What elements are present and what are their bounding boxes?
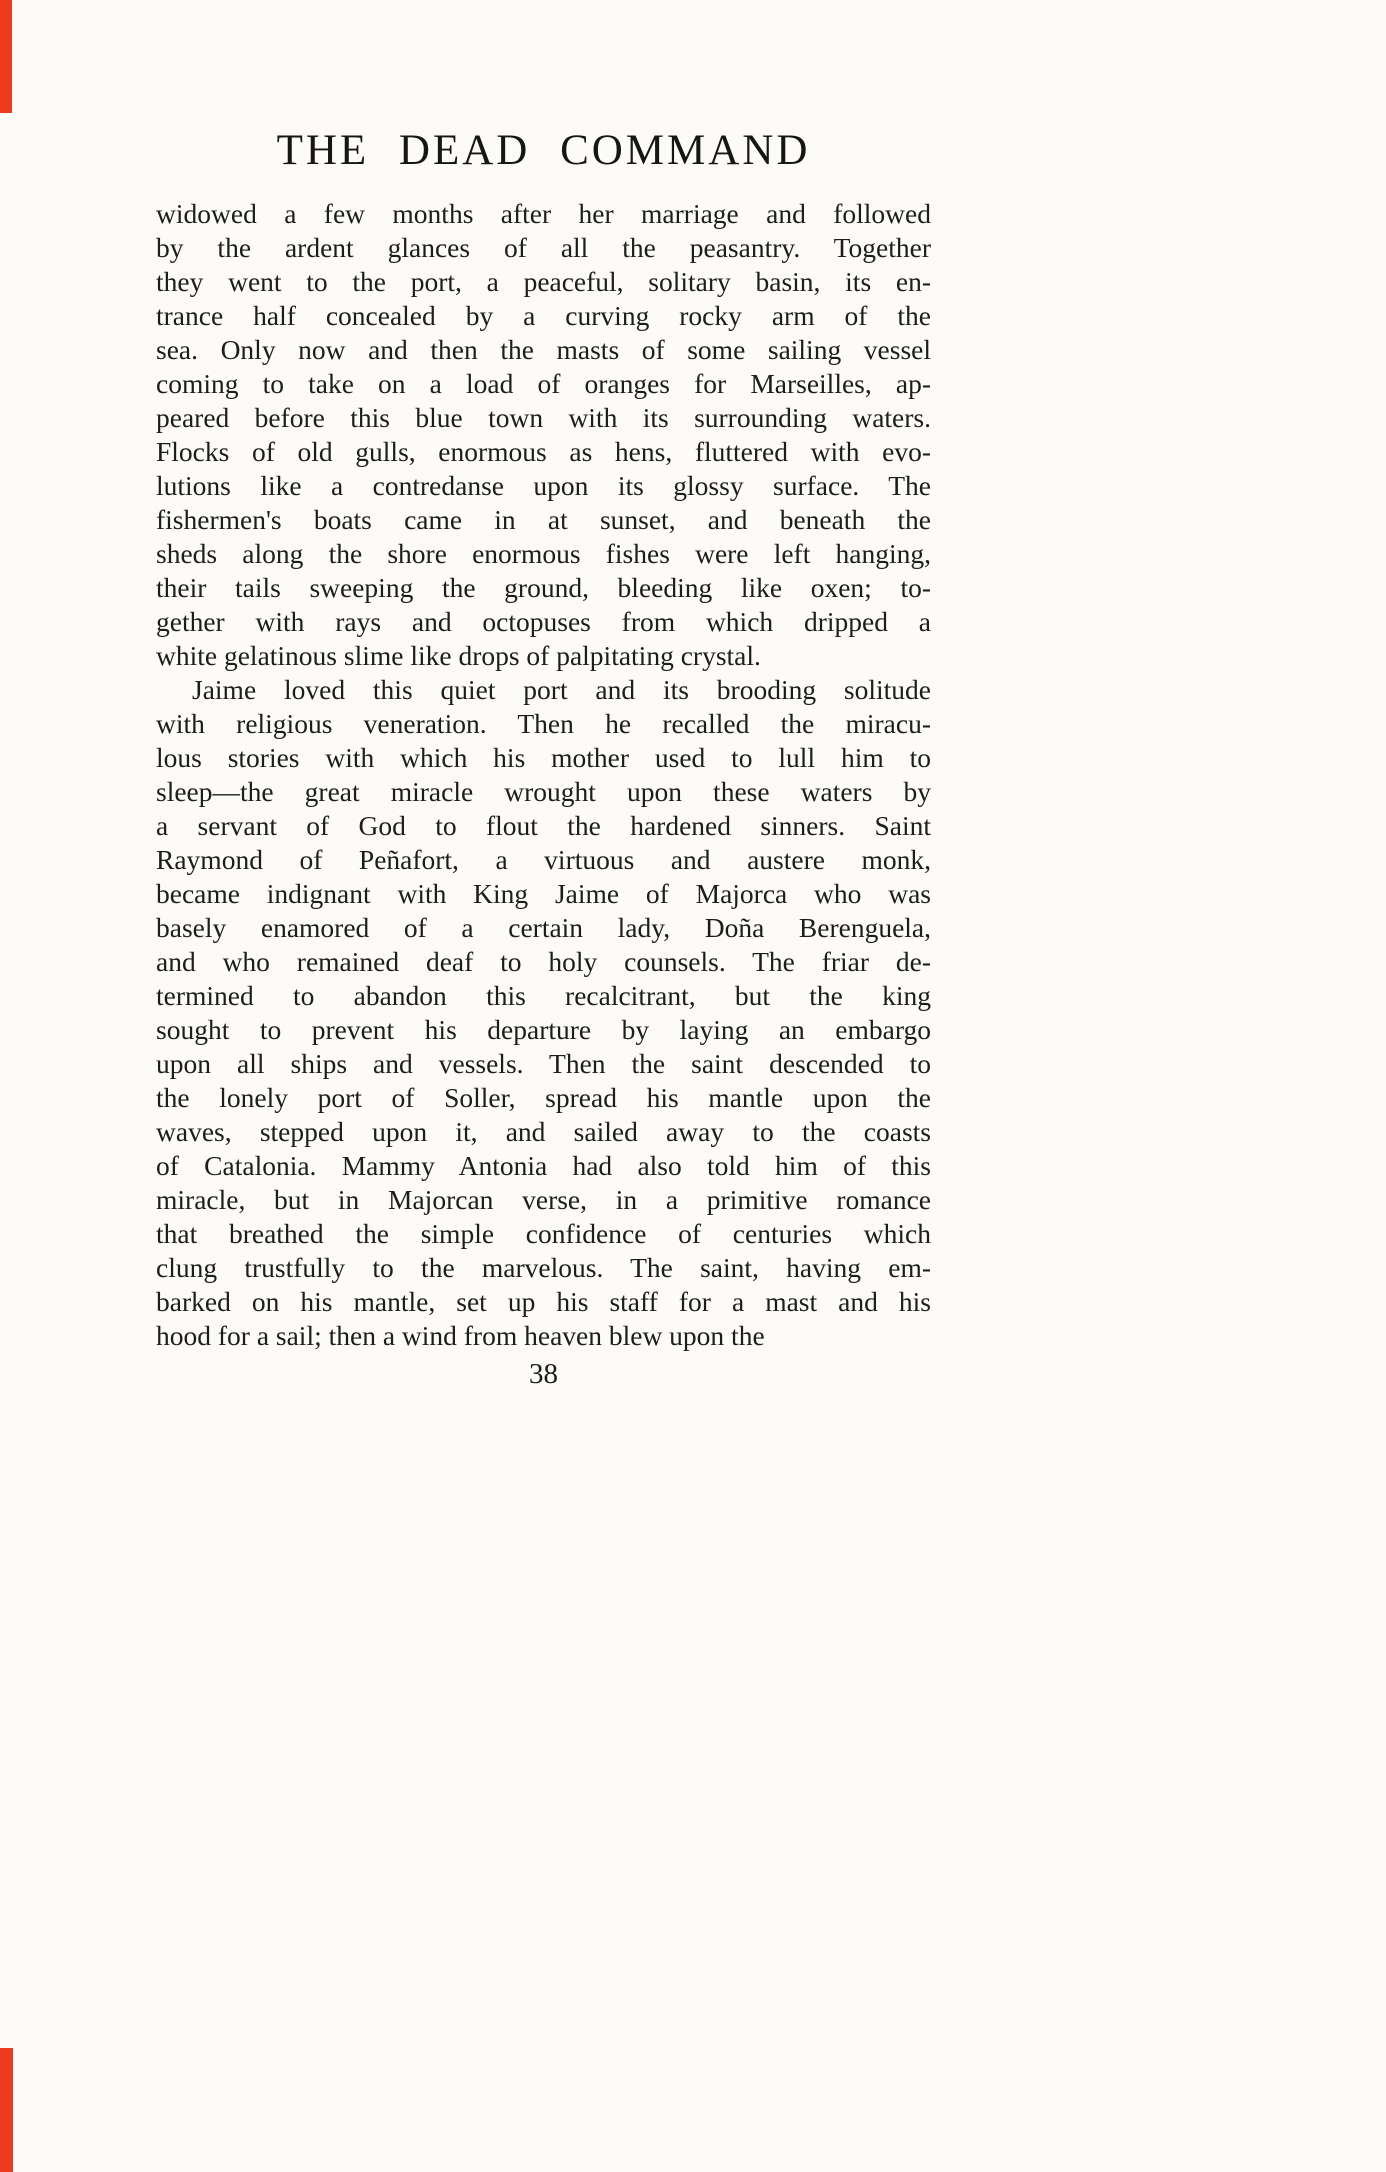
text-line: termined to abandon this recalcitrant, but the king [156,980,931,1011]
text-line: basely enamored of a certain lady, Doña Berenguela, [156,912,931,943]
paragraph [156,673,931,1353]
text-line: the lonely port of Soller, spread his mantle upon the [156,1082,931,1113]
text-line: Raymond of Peñafort, a virtuous and austere monk, [156,844,931,875]
text-line: that breathed the simple confidence of centuries which [156,1218,931,1249]
text-line: their tails sweeping the ground, bleeding like oxen; to- [156,572,931,603]
text-line: miracle, but in Majorcan verse, in a primitive romance [156,1184,931,1215]
text-line: upon all ships and vessels. Then the saint descended to [156,1048,931,1079]
text-line: with religious veneration. Then he recalled the miracu- [156,708,931,739]
text-line: lutions like a contredanse upon its glossy surface. The [156,470,931,501]
text-line: sea. Only now and then the masts of some sailing vessel [156,334,931,365]
scan-edge-artifact-top [0,0,12,113]
text-line: Flocks of old gulls, enormous as hens, fluttered with evo- [156,436,931,467]
paragraph [156,197,931,673]
text-line: coming to take on a load of oranges for Marseilles, ap- [156,368,931,399]
text-line: they went to the port, a peaceful, solitary basin, its en- [156,266,931,297]
text-line: barked on his mantle, set up his staff for a mast and his [156,1286,931,1317]
text-line: by the ardent glances of all the peasantry. Together [156,232,931,263]
text-line: clung trustfully to the marvelous. The saint, having em- [156,1252,931,1283]
text-line: of Catalonia. Mammy Antonia had also told him of this [156,1150,931,1181]
text-line: sheds along the shore enormous fishes were left hanging, [156,538,931,569]
body-text [156,197,931,1353]
text-line: waves, stepped upon it, and sailed away to the coasts [156,1116,931,1147]
text-line: widowed a few months after her marriage and followed [156,198,931,229]
page-number: 38 [529,1358,558,1390]
text-line: trance half concealed by a curving rocky arm of the [156,300,931,331]
text-line: peared before this blue town with its surrounding waters. [156,402,931,433]
text-line: sleep—the great miracle wrought upon these waters by [156,776,931,807]
text-line: and who remained deaf to holy counsels. The friar de- [156,946,931,977]
page-content [156,126,931,1391]
text-line: became indignant with King Jaime of Majorca who was [156,878,931,909]
text-line: hood for a sail; then a wind from heaven blew upon the [156,1320,765,1351]
text-line: a servant of God to flout the hardened sinners. Saint [156,810,931,841]
text-line: white gelatinous slime like drops of palpitating crystal. [156,640,761,671]
text-line: Jaime loved this quiet port and its brooding solitude [192,674,931,705]
text-line: sought to prevent his departure by laying an embargo [156,1014,931,1045]
scan-edge-artifact-bottom [0,2048,13,2172]
page-title: THE DEAD COMMAND [276,127,811,174]
text-line: lous stories with which his mother used to lull him to [156,742,931,773]
text-line: gether with rays and octopuses from which dripped a [156,606,931,637]
text-line: fishermen's boats came in at sunset, and beneath the [156,504,931,535]
